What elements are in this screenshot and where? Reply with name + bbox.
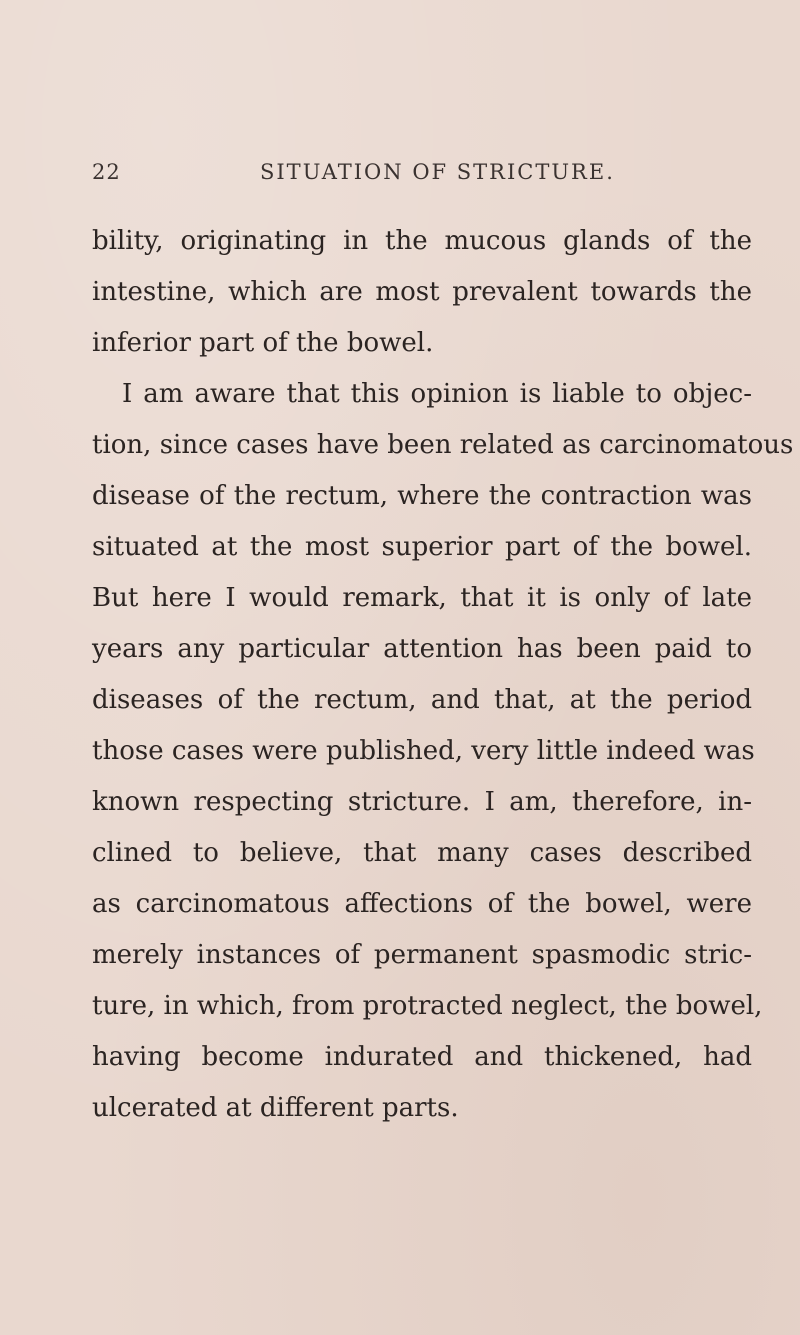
running-head-title: SITUATION OF STRICTURE.: [260, 160, 615, 184]
text-line: having become indurated and thickened, had: [92, 1042, 752, 1072]
text-line: years any particular attention has been paid to: [92, 634, 752, 664]
text-line: disease of the rectum, where the contraction was: [92, 481, 752, 511]
text-line: ture, in which, from protracted neglect, the bowel,: [92, 991, 763, 1021]
text-line: inferior part of the bowel.: [92, 328, 434, 358]
text-line: merely instances of permanent spasmodic stric-: [92, 940, 752, 970]
page-number: 22: [92, 160, 121, 184]
text-line: tion, since cases have been related as carcinomatous: [92, 430, 794, 460]
body-text: [92, 216, 794, 1134]
text-line: intestine, which are most prevalent towards the: [92, 277, 752, 307]
text-line: But here I would remark, that it is only of late: [92, 583, 752, 613]
text-line: as carcinomatous affections of the bowel, were: [92, 889, 752, 919]
text-line: bility, originating in the mucous glands of the: [92, 226, 752, 256]
text-line: I am aware that this opinion is liable to objec-: [122, 379, 752, 409]
text-line: ulcerated at different parts.: [92, 1093, 459, 1123]
text-line: situated at the most superior part of the bowel.: [92, 532, 752, 562]
running-head: [92, 160, 752, 192]
text-line: known respecting stricture. I am, therefore, in-: [92, 787, 752, 817]
text-line: diseases of the rectum, and that, at the period: [92, 685, 752, 715]
text-line: clined to believe, that many cases described: [92, 838, 752, 868]
text-line: those cases were published, very little indeed was: [92, 736, 755, 766]
